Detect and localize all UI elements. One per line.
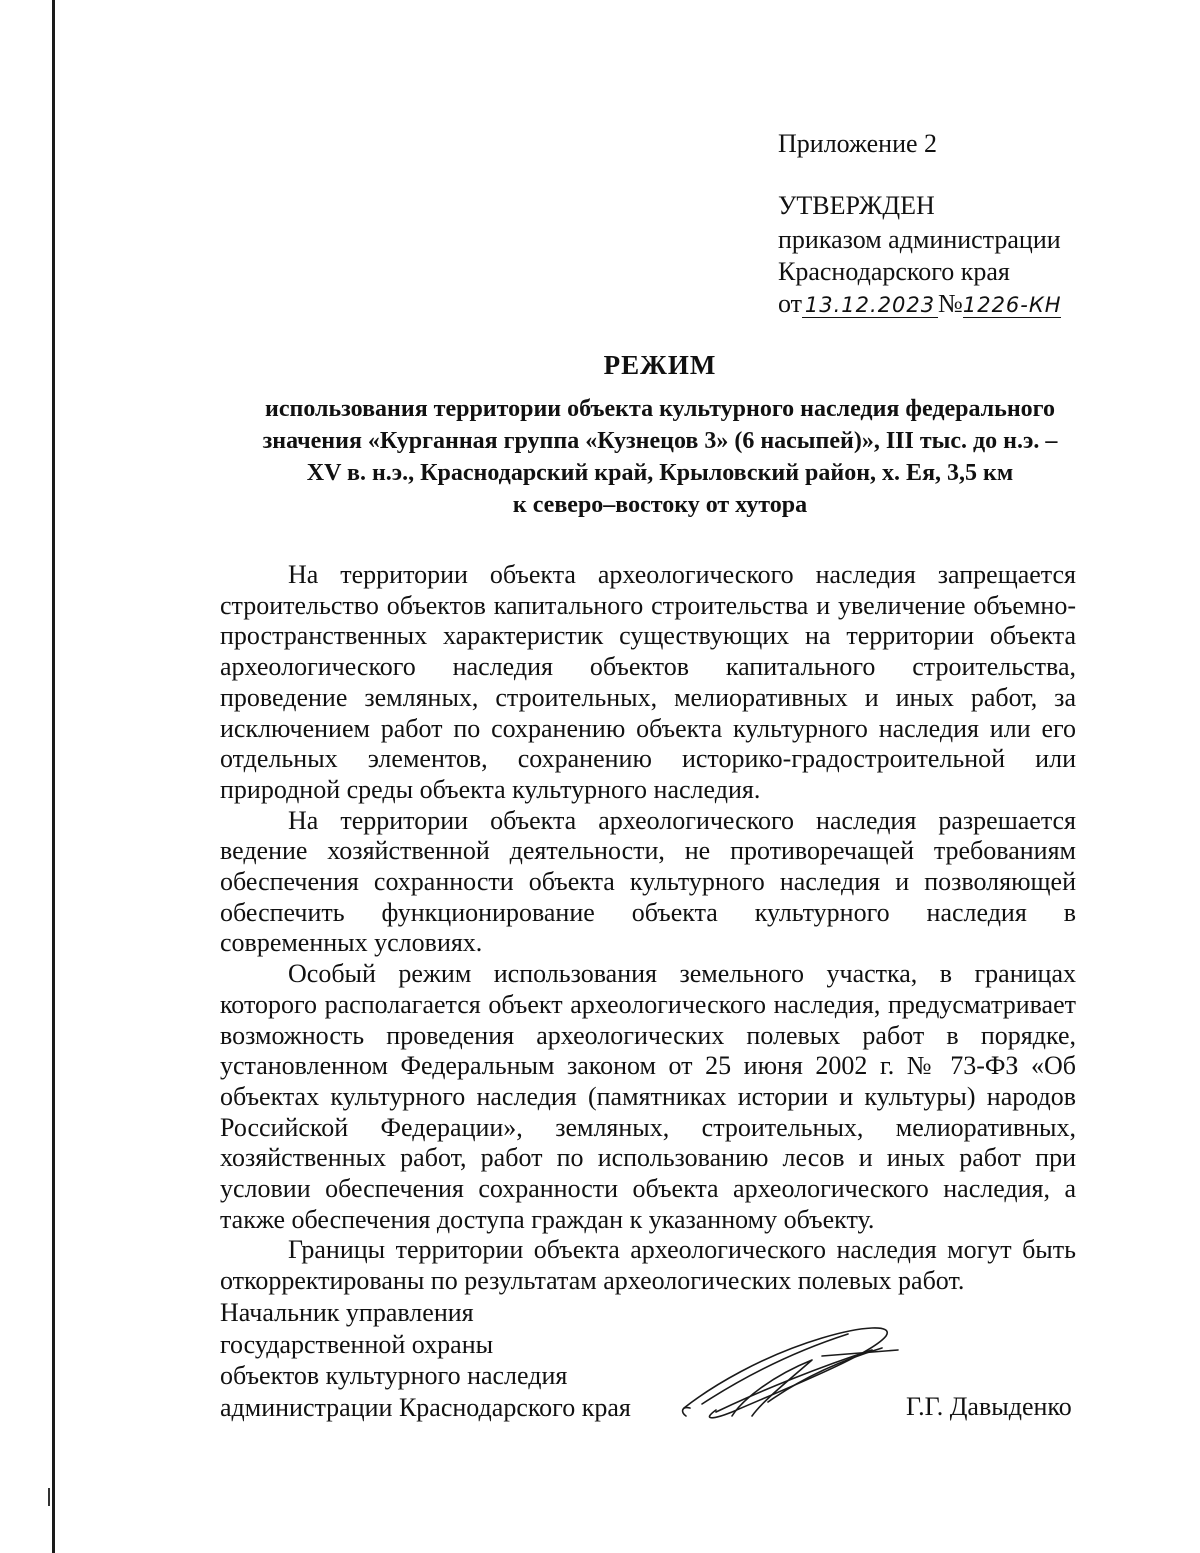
approval-stamp: УТВЕРЖДЕН	[778, 191, 935, 220]
approval-date-line	[778, 288, 1061, 320]
date-prefix: от	[778, 289, 803, 318]
signer-name: Г.Г. Давыденко	[906, 1392, 1072, 1421]
body-paragraph: На территории объекта археологического наследия разрешается ведение хозяйственной деятельности, не противоречащей требованиям обеспечения сохранности объекта культурного наследия и позволяющей обеспечить функционирование объекта культурного наследия в современных условиях.	[220, 805, 1076, 958]
document-body	[220, 560, 1076, 1297]
subtitle-line: значения «Курганная группа «Кузнецов 3» (6 насыпей)», III тыс. до н.э. –	[262, 428, 1058, 454]
number-value: 1226-КН	[962, 293, 1062, 317]
number-field	[963, 292, 1061, 318]
handwritten-signature	[672, 1316, 904, 1426]
date-value: 13.12.2023	[804, 293, 936, 317]
body-paragraph: Границы территории объекта археологического наследия могут быть откорректированы по результатам археологических полевых работ.	[220, 1235, 1076, 1296]
date-field	[802, 292, 938, 318]
document-subtitle	[160, 393, 1160, 521]
document-heading	[160, 350, 1160, 521]
page-edge-line	[52, 0, 55, 1553]
body-paragraph: Особый режим использования земельного участка, в границах которого располагается объект археологического наследия, предусматривает возможность проведения археологических полевых работ в порядке, установленном Федеральным законом от 25 июня 2002 г. № 73-ФЗ «Об объектах культурного наследия (памятниках истории и культуры) народов Российской Федерации», земляных, строительных, мелиоративных, хозяйственных работ, работ по использованию лесов и иных работ при условии обеспечения сохранности объекта археологического наследия, а также обеспечения доступа граждан к указанному объекту.	[220, 959, 1076, 1234]
number-prefix: №	[938, 289, 963, 318]
body-paragraph: На территории объекта археологического наследия запрещается строительство объектов капитального строительства и увеличение объемно-пространственных характеристик существующих на территории объекта археологического наследия объектов капитального строительства, проведение земляных, строительных, мелиоративных и иных работ, за исключением работ по сохранению объекта культурного наследия или его отдельных элементов, сохранению историко-градостроительной или природной среды объекта культурного наследия.	[220, 560, 1076, 804]
signatory-title	[220, 1297, 631, 1423]
subtitle-line: к северо–востоку от хутора	[512, 492, 808, 518]
subtitle-line: XV в. н.э., Краснодарский край, Крыловский район, х. Ея, 3,5 км	[306, 460, 1014, 486]
signatory-line: объектов культурного наследия	[220, 1361, 568, 1390]
document-title: РЕЖИМ	[603, 350, 717, 380]
approval-line-1: приказом администрации	[778, 225, 1061, 254]
signatory-line: Начальник управления	[220, 1298, 474, 1327]
signatory-line: администрации Краснодарского края	[220, 1392, 631, 1422]
approval-line-2: Краснодарского края	[778, 257, 1010, 286]
signatory-line: государственной охраны	[220, 1329, 494, 1359]
page-edge-mark	[48, 1488, 50, 1506]
approval-block	[778, 128, 1061, 320]
appendix-label: Приложение 2	[778, 129, 938, 158]
subtitle-line: использования территории объекта культурного наследия федерального	[265, 396, 1055, 422]
